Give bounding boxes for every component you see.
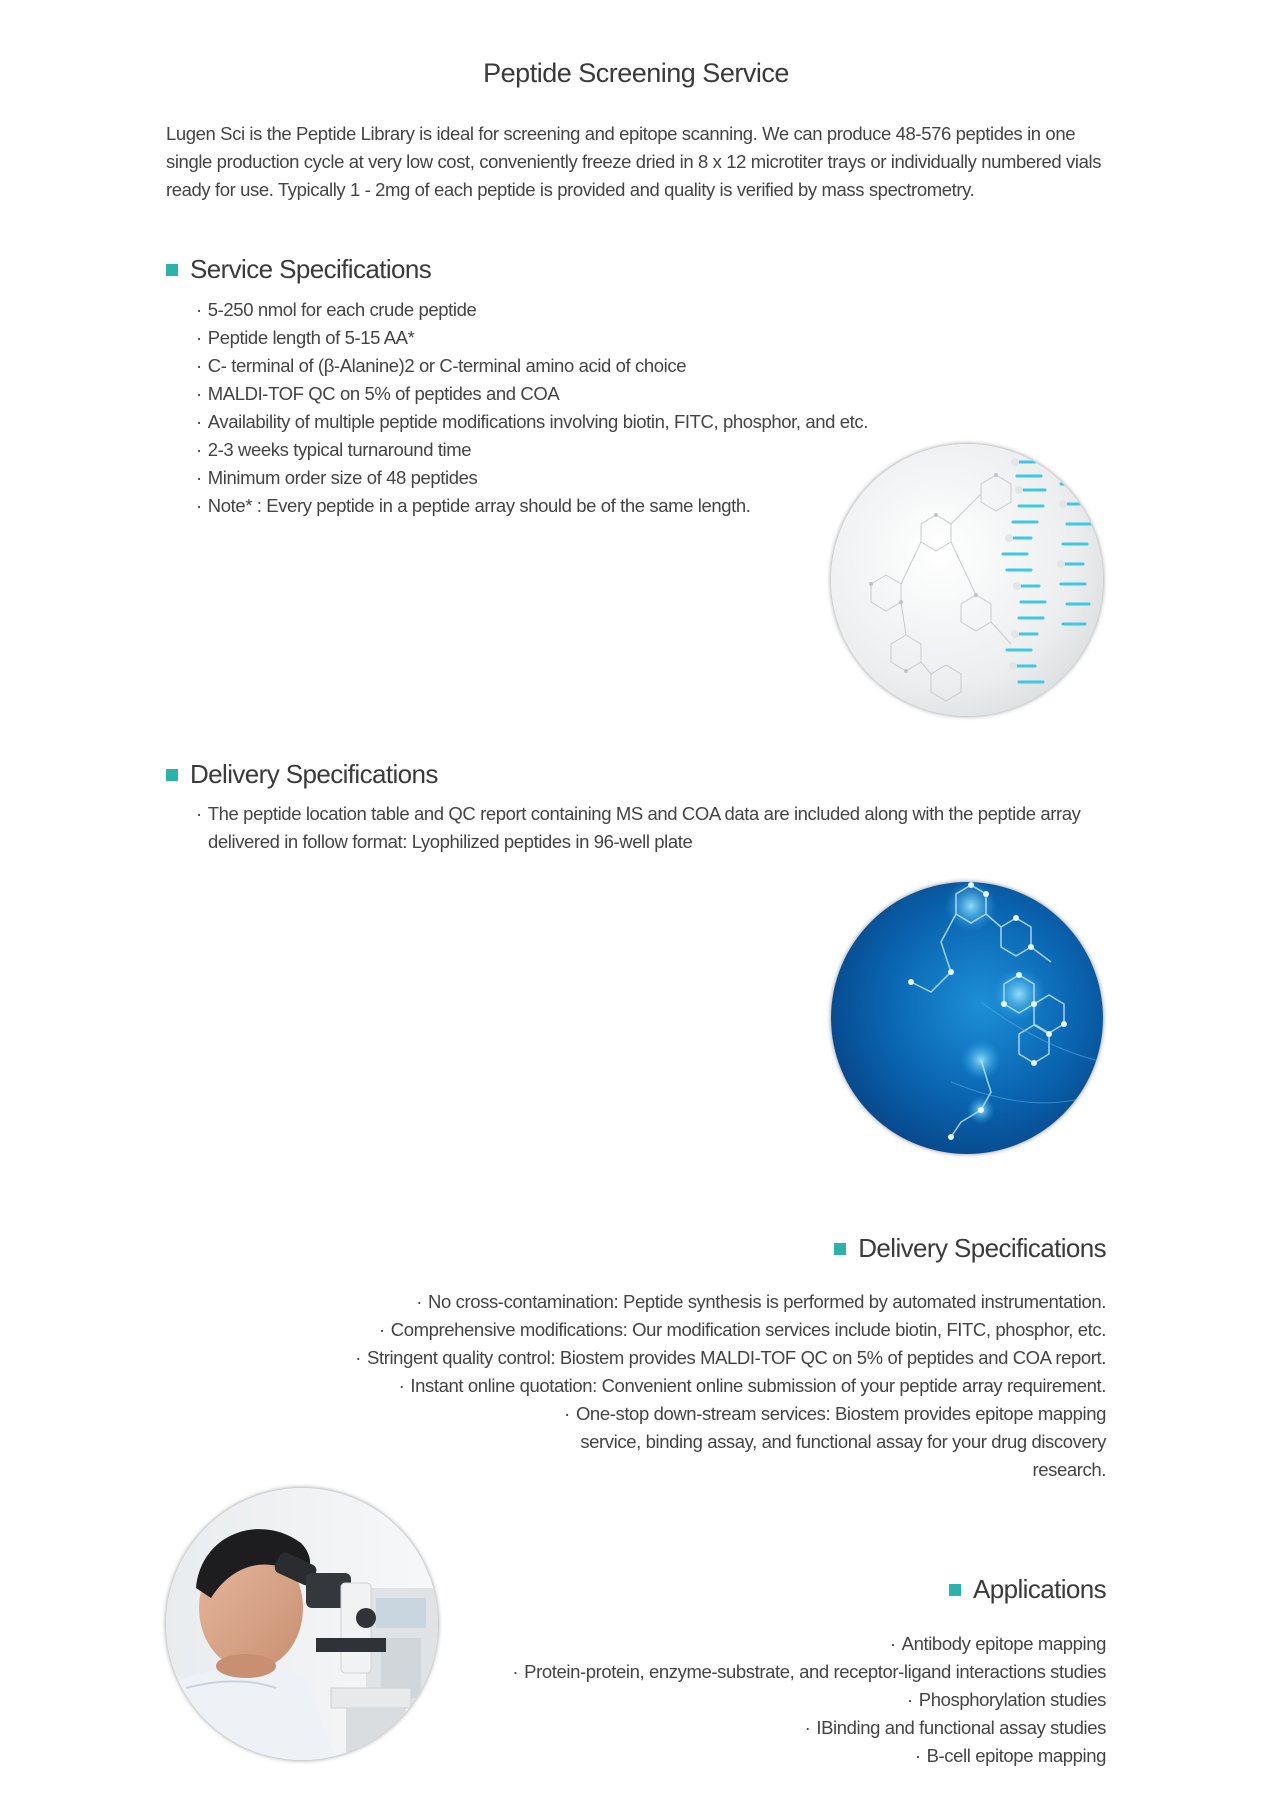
list-item: · 2-3 weeks typical turnaround time <box>196 436 956 464</box>
list-item: · Phosphorylation studies <box>440 1686 1106 1714</box>
applications-heading <box>0 1574 1106 1605</box>
applications-title: Applications <box>973 1574 1106 1604</box>
list-item: · Minimum order size of 48 peptides <box>196 464 956 492</box>
list-item: · B-cell epitope mapping <box>440 1742 1106 1770</box>
service-specs-title: Service Specifications <box>190 254 432 284</box>
heading-square-icon <box>949 1584 961 1596</box>
molecule-dna-image <box>831 444 1103 716</box>
list-item: · One-stop down-stream services: Biostem provides epitope mapping service, binding assay, and functional assay for your drug discovery research. <box>300 1400 1106 1484</box>
list-item: · Peptide length of 5-15 AA* <box>196 324 956 352</box>
page-title: Peptide Screening Service <box>483 58 789 88</box>
heading-square-icon <box>166 264 178 276</box>
heading-square-icon <box>834 1243 846 1255</box>
list-item: · Note* : Every peptide in a peptide array should be of the same length. <box>196 492 956 520</box>
list-item: · Antibody epitope mapping <box>440 1630 1106 1658</box>
service-specs-heading <box>166 254 431 285</box>
scientist-microscope-image <box>166 1488 438 1760</box>
scientist-microscope-illustration <box>166 1488 438 1760</box>
delivery-specs-title: Delivery Specifications <box>190 759 438 789</box>
list-item: · Availability of multiple peptide modifications involving biotin, FITC, phosphor, and etc. <box>196 408 956 436</box>
delivery-specs-2-list <box>300 1288 1106 1484</box>
delivery-specs-list <box>196 800 1122 856</box>
list-item: · IBinding and functional assay studies <box>440 1714 1106 1742</box>
heading-square-icon <box>166 769 178 781</box>
delivery-specs-heading <box>166 759 438 790</box>
molecule-dna-illustration <box>831 444 1103 716</box>
service-specs-list <box>196 296 956 520</box>
list-item: · Instant online quotation: Convenient online submission of your peptide array requirement. <box>300 1372 1106 1400</box>
list-item: · MALDI-TOF QC on 5% of peptides and COA <box>196 380 956 408</box>
list-item: · Protein-protein, enzyme-substrate, and receptor-ligand interactions studies <box>440 1658 1106 1686</box>
list-item: · C- terminal of (β-Alanine)2 or C-terminal amino acid of choice <box>196 352 956 380</box>
applications-list <box>440 1630 1106 1770</box>
delivery-specs-2-heading <box>0 1233 1106 1264</box>
delivery-specs-2-title: Delivery Specifications <box>858 1233 1106 1263</box>
list-item: · 5-250 nmol for each crude peptide <box>196 296 956 324</box>
blue-molecule-image <box>831 882 1103 1154</box>
list-item: · Comprehensive modifications: Our modification services include biotin, FITC, phosphor, etc. <box>300 1316 1106 1344</box>
list-item: · No cross-contamination: Peptide synthesis is performed by automated instrumentation. <box>300 1288 1106 1316</box>
list-item: · The peptide location table and QC report containing MS and COA data are included along with the peptide array delivered in follow format: Lyophilized peptides in 96-well plate <box>196 800 1122 856</box>
list-item: · Stringent quality control: Biostem provides MALDI-TOF QC on 5% of peptides and COA report. <box>300 1344 1106 1372</box>
intro-paragraph: Lugen Sci is the Peptide Library is ideal for screening and epitope scanning. We can produce 48-576 peptides in one single production cycle at very low cost, conveniently freeze dried in 8 x 12 microtiter trays or individually numbered vials ready for use. Typically 1 - 2mg of each peptide is provided and quality is verified by mass spectrometry. <box>166 123 1102 200</box>
blue-molecule-illustration <box>831 882 1103 1154</box>
